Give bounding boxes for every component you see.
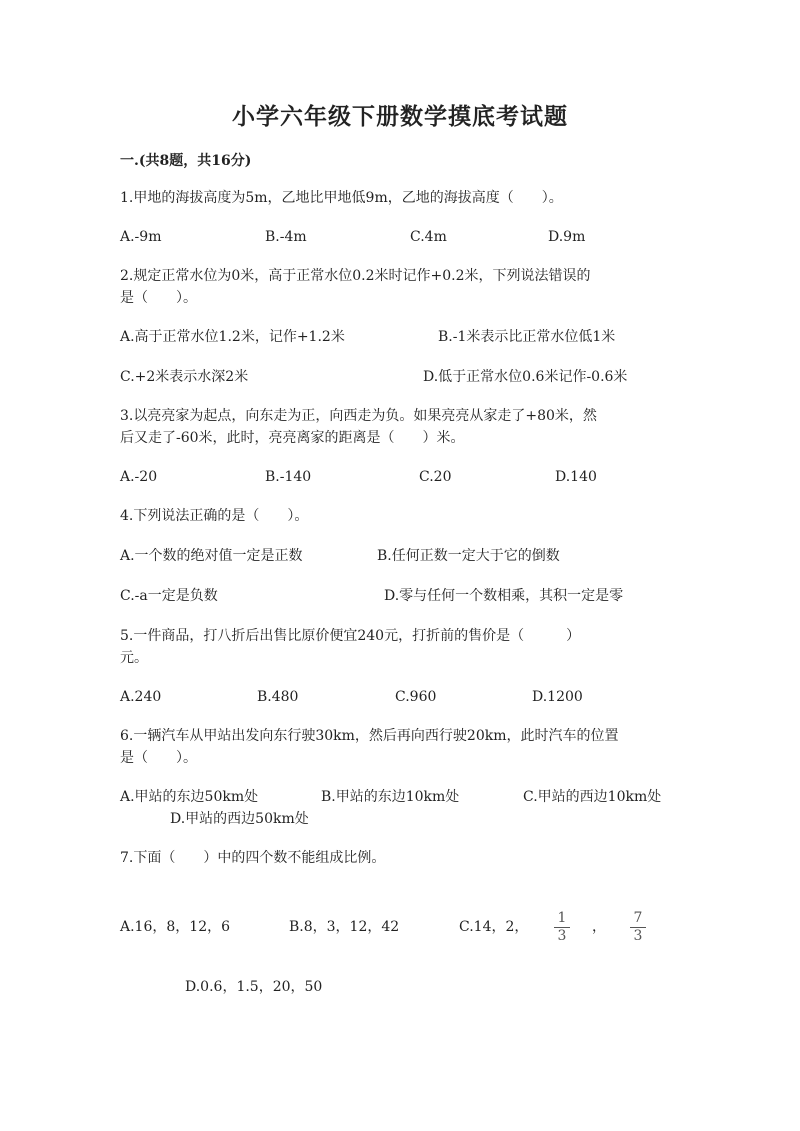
fraction-denominator: 3 (633, 928, 643, 944)
fraction-numerator: 7 (633, 910, 643, 926)
q4-option-c: C.-a一定是负数 (120, 588, 218, 604)
q2-option-d: D.低于正常水位0.6米记作-0.6米 (423, 369, 628, 385)
q2-option-a: A.高于正常水位1.2米，记作+1.2米 (120, 329, 345, 345)
q5-option-b: B.480 (257, 689, 299, 705)
q7-fraction-one-third (554, 911, 570, 944)
section-heading: 一.(共8题，共16分) (120, 153, 252, 169)
question-7-stem: 7.下面（ ）中的四个数不能组成比例。 (120, 850, 386, 866)
q1-option-c: C.4m (410, 229, 447, 245)
q3-option-b: B.-140 (265, 469, 312, 485)
q3-option-d: D.140 (555, 469, 597, 485)
q7-option-d: D.0.6，1.5，20，50 (185, 979, 323, 995)
q1-option-d: D.9m (548, 229, 586, 245)
question-4-stem: 4.下列说法正确的是（ ）。 (120, 508, 309, 524)
q7-option-c-separator: ， (592, 919, 606, 935)
page-title: 小学六年级下册数学摸底考试题 (232, 103, 568, 130)
q6-option-a: A.甲站的东边50km处 (120, 789, 259, 805)
question-1-stem: 1.甲地的海拔高度为5m，乙地比甲地低9m，乙地的海拔高度（ ）。 (120, 190, 563, 206)
q6-option-b: B.甲站的东边10km处 (321, 789, 460, 805)
q1-option-a: A.-9m (120, 229, 162, 245)
q7-option-b: B.8，3，12，42 (289, 919, 400, 935)
q4-option-b: B.任何正数一定大于它的倒数 (377, 548, 560, 564)
question-3-stem-line2: 后又走了-60米，此时，亮亮离家的距离是（ ）米。 (120, 430, 465, 446)
q1-option-b: B.-4m (265, 229, 307, 245)
question-2-stem-line2: 是（ ）。 (120, 290, 197, 306)
question-5-stem-line2: 元。 (120, 650, 148, 666)
question-6-stem-line2: 是（ ）。 (120, 750, 197, 766)
q7-option-c: C.14，2， (459, 919, 529, 935)
question-6-stem-line1: 6.一辆汽车从甲站出发向东行驶30km，然后再向西行驶20km，此时汽车的位置 (120, 728, 619, 744)
fraction-numerator: 1 (557, 910, 567, 926)
q5-option-a: A.240 (120, 689, 162, 705)
q2-option-b: B.-1米表示比正常水位低1米 (438, 329, 616, 345)
q4-option-d: D.零与任何一个数相乘，其积一定是零 (384, 588, 624, 604)
q6-option-d: D.甲站的西边50km处 (170, 811, 309, 827)
q2-option-c: C.+2米表示水深2米 (120, 369, 249, 385)
question-3-stem-line1: 3.以亮亮家为起点，向东走为正，向西走为负。如果亮亮从家走了+80米，然 (120, 408, 597, 424)
question-5-stem-line1: 5.一件商品，打八折后出售比原价便宜240元，打折前的售价是（ ） (120, 628, 581, 644)
q5-option-c: C.960 (395, 689, 437, 705)
q4-option-a: A.一个数的绝对值一定是正数 (120, 548, 303, 564)
q3-option-a: A.-20 (120, 469, 158, 485)
q6-option-c: C.甲站的西边10km处 (523, 789, 662, 805)
fraction-denominator: 3 (557, 928, 567, 944)
q7-option-a: A.16，8，12，6 (120, 919, 231, 935)
q5-option-d: D.1200 (532, 689, 583, 705)
question-2-stem-line1: 2.规定正常水位为0米，高于正常水位0.2米时记作+0.2米，下列说法错误的 (120, 268, 591, 284)
q3-option-c: C.20 (419, 469, 452, 485)
q7-fraction-seven-thirds (630, 911, 646, 944)
